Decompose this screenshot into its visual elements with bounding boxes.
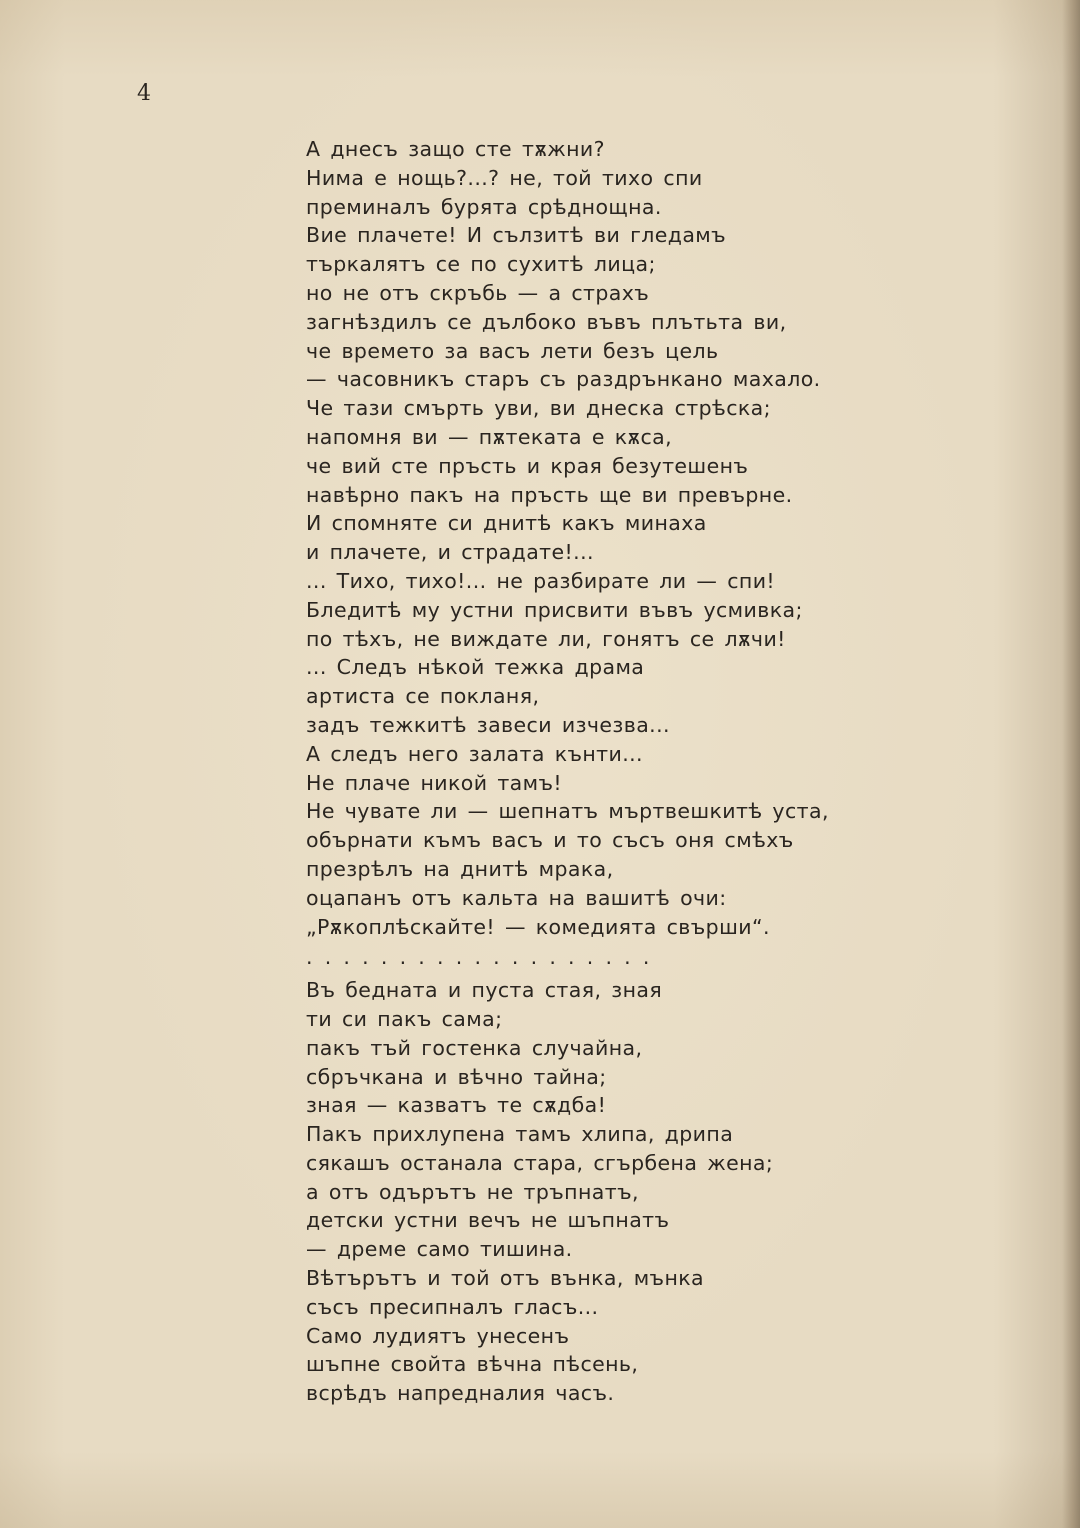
- poem-line: зная — казватъ те сѫдба!: [306, 1093, 607, 1118]
- poem-line: А днесъ защо сте тѫжни?: [306, 137, 605, 161]
- poem-line: всрѣдъ напредналия часъ.: [306, 1381, 615, 1406]
- poem-line: ... Следъ нѣкой тежка драма: [306, 655, 645, 680]
- poem-line: съсъ пресипналъ гласъ...: [306, 1294, 599, 1319]
- poem-body: [306, 135, 866, 1408]
- page-edge-shadow: [1062, 0, 1080, 1528]
- poem-line: Че тази смърть уви, ви днеска стрѣска;: [306, 396, 771, 421]
- poem-line: „Рѫкоплѣскайте! — комедията свърши“.: [306, 914, 770, 939]
- poem-line: търкалятъ се по сухитѣ лица;: [306, 252, 656, 277]
- poem-line: Бледитѣ му устни присвити въвъ усмивка;: [306, 597, 803, 622]
- poem-line: сякашъ останала стара, сгърбена жена;: [306, 1150, 774, 1175]
- poem-line: Пакъ прихлупена тамъ хлипа, дрипа: [306, 1122, 734, 1147]
- poem-line: Вие плачете! И сълзитѣ ви гледамъ: [306, 223, 727, 248]
- poem-line: — дреме само тишина.: [306, 1237, 573, 1262]
- poem-line: — часовникъ старъ съ раздрънкано махало.: [306, 367, 821, 392]
- poem-line: а отъ одърътъ не тръпнатъ,: [306, 1179, 639, 1204]
- poem-line: Въ бедната и пуста стая, зная: [306, 978, 663, 1003]
- poem-line: Не чувате ли — шепнатъ мъртвешкитѣ уста,: [306, 799, 829, 824]
- poem-line: Нима е нощь?...? не, той тихо спи: [306, 165, 703, 190]
- poem-line: навѣрно пакъ на пръсть ще ви превърне.: [306, 482, 793, 507]
- stanza-1: [306, 135, 866, 941]
- poem-line: А следъ него залата кънти...: [306, 741, 643, 766]
- poem-line: но не отъ скръбь — а страхъ: [306, 280, 650, 305]
- stanza-separator: ...................: [306, 945, 662, 970]
- poem-line: ... Тихо, тихо!... не разбирате ли — спи!: [306, 568, 776, 593]
- poem-line: сбръчкана и вѣчно тайна;: [306, 1064, 607, 1089]
- poem-line: напомня ви — пѫтеката е кѫса,: [306, 424, 673, 449]
- poem-line: пакъ тъй гостенка случайна,: [306, 1035, 643, 1060]
- poem-line: шъпне свойта вѣчна пѣсень,: [306, 1352, 639, 1377]
- poem-line: преминалъ бурята срѣднощна.: [306, 194, 662, 219]
- poem-line: Вѣтърътъ и той отъ вънка, мънка: [306, 1266, 704, 1291]
- poem-line: ти си пакъ сама;: [306, 1006, 503, 1031]
- poem-line: презрѣлъ на днитѣ мрака,: [306, 856, 614, 881]
- poem-line: загнѣздилъ се дълбоко въвъ плътьта ви,: [306, 309, 787, 334]
- poem-line: по тѣхъ, не виждате ли, гонятъ се лѫчи!: [306, 626, 786, 651]
- poem-line: Не плаче никой тамъ!: [306, 770, 563, 795]
- poem-line: че времето за васъ лети безъ цель: [306, 338, 719, 363]
- poem-line: задъ тежкитѣ завеси изчезва...: [306, 712, 670, 737]
- poem-line: обърнати къмъ васъ и то съсъ оня смѣхъ: [306, 828, 794, 853]
- poem-line: детски устни вечъ не шъпнатъ: [306, 1208, 670, 1233]
- poem-line: и плачете, и страдате!...: [306, 540, 594, 565]
- poem-line: артиста се покланя,: [306, 684, 540, 709]
- poem-line: И спомняте си днитѣ какъ минаха: [306, 511, 707, 536]
- poem-line: Само лудиятъ унесенъ: [306, 1323, 570, 1348]
- stanza-2: [306, 976, 866, 1408]
- page-number: 4: [137, 81, 151, 106]
- poem-line: че вий сте пръсть и края безутешенъ: [306, 453, 749, 478]
- poem-line: оцапанъ отъ кальта на вашитѣ очи:: [306, 885, 727, 910]
